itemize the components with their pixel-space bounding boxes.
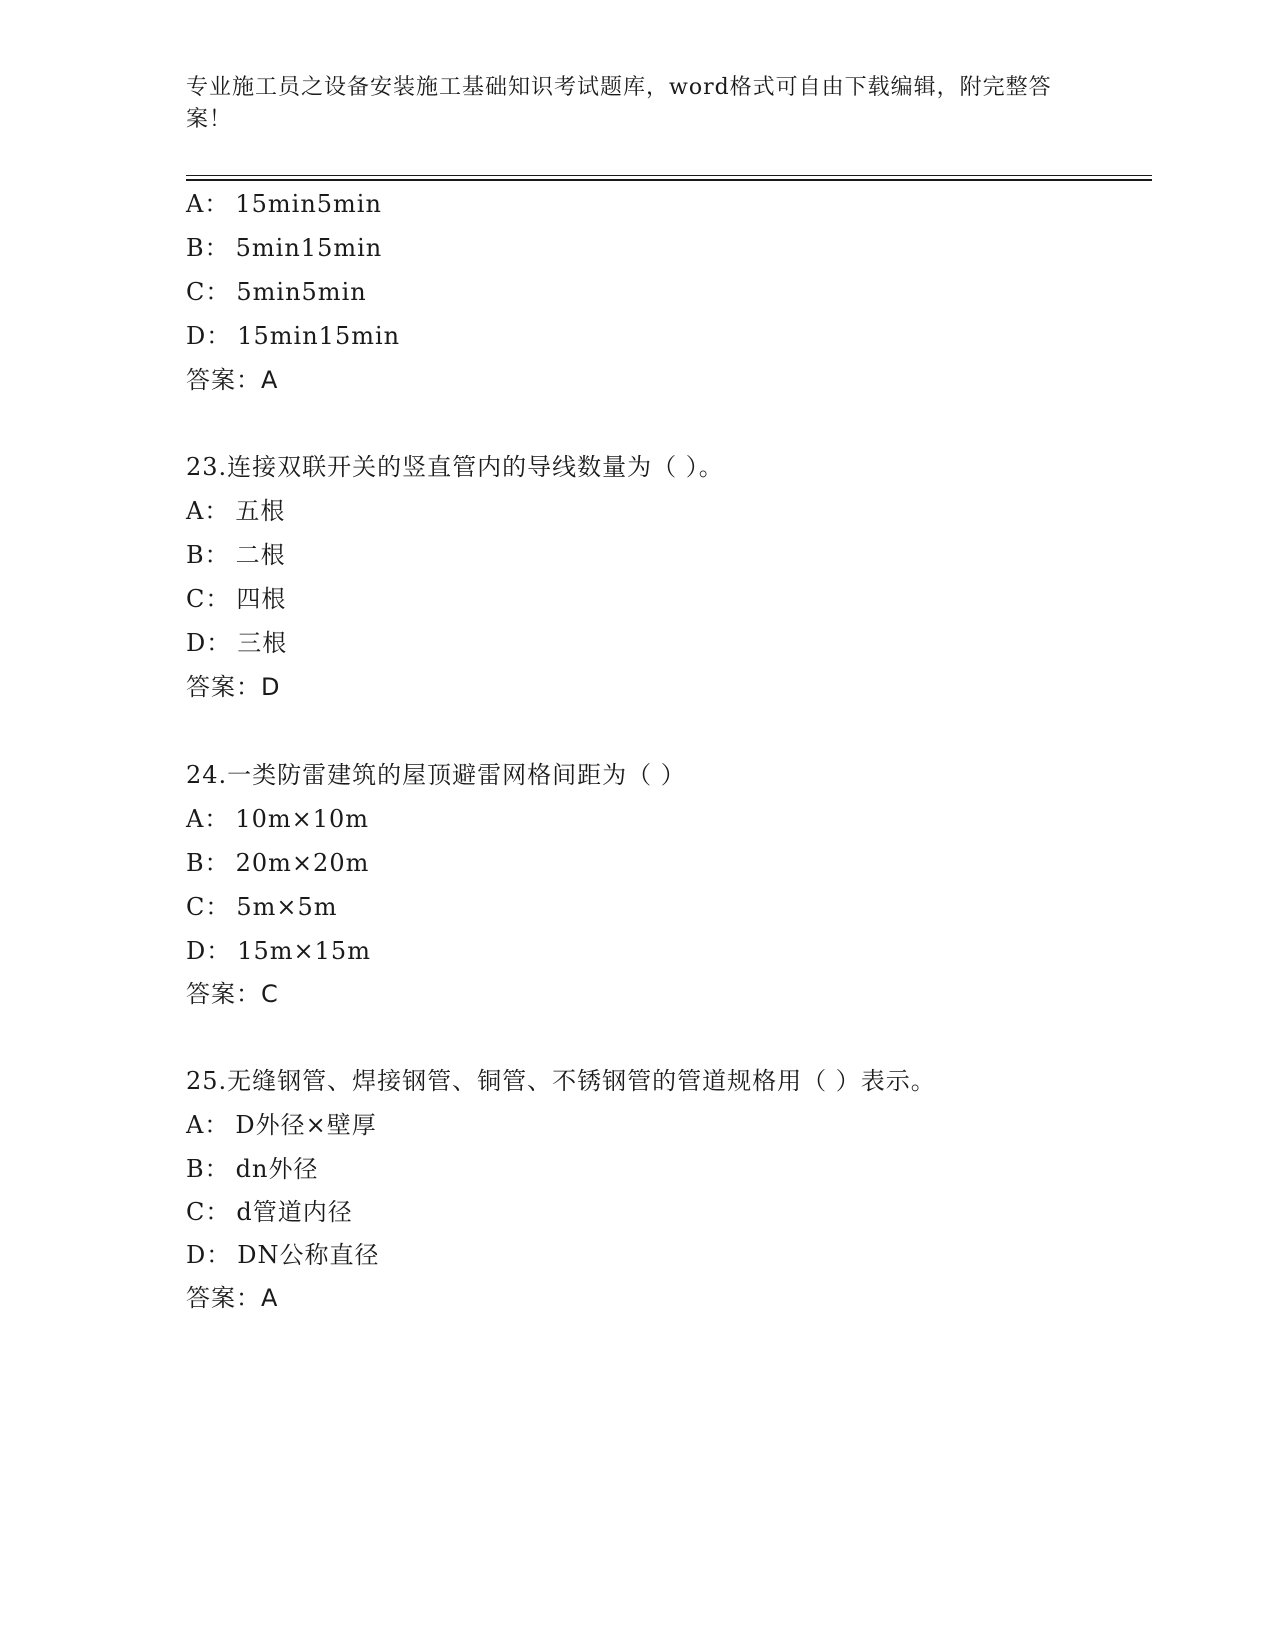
q24-option-c <box>186 892 338 922</box>
q25-option-c <box>186 1197 353 1227</box>
option-text: 五根 <box>235 497 286 525</box>
option-letter: C： <box>186 278 231 306</box>
option-text: 15min5min <box>235 190 382 218</box>
option-text: D外径×壁厚 <box>235 1111 377 1139</box>
q25-option-b <box>186 1154 318 1184</box>
q22-answer: 答案：A <box>186 366 279 394</box>
q24-option-a <box>186 804 369 834</box>
q24-option-d <box>186 936 371 966</box>
q23-answer: 答案：D <box>186 673 281 701</box>
q22-option-a <box>186 189 382 219</box>
option-letter: D： <box>186 1241 232 1269</box>
option-letter: B： <box>186 234 230 262</box>
q23-question: 23.连接双联开关的竖直管内的导线数量为（ ）。 <box>186 453 724 481</box>
q24-question: 24.一类防雷建筑的屋顶避雷网格间距为（ ） <box>186 761 686 789</box>
option-letter: C： <box>186 1198 231 1226</box>
option-text: 5min5min <box>236 278 367 306</box>
option-letter: D： <box>186 629 232 657</box>
q24-answer: 答案：C <box>186 980 279 1008</box>
q25-answer: 答案：A <box>186 1284 279 1312</box>
option-letter: B： <box>186 849 230 877</box>
option-letter: A： <box>186 190 230 218</box>
q25-option-d <box>186 1240 380 1270</box>
option-letter: D： <box>186 937 232 965</box>
option-text: d管道内径 <box>236 1198 353 1226</box>
option-text: 四根 <box>236 585 287 613</box>
option-text: dn外径 <box>235 1155 319 1183</box>
option-text: 15min15min <box>237 322 401 350</box>
option-text: 二根 <box>235 541 286 569</box>
option-letter: C： <box>186 893 231 921</box>
q22-option-d <box>186 321 400 351</box>
option-text: DN公称直径 <box>237 1241 380 1269</box>
q23-option-b <box>186 540 286 570</box>
option-letter: D： <box>186 322 232 350</box>
option-letter: A： <box>186 497 230 525</box>
q25-option-a <box>186 1110 377 1140</box>
q22-option-c <box>186 277 367 307</box>
option-text: 20m×20m <box>235 849 370 877</box>
q23-option-a <box>186 496 285 526</box>
option-text: 15m×15m <box>237 937 371 965</box>
option-text: 5m×5m <box>236 893 338 921</box>
option-letter: B： <box>186 1155 230 1183</box>
option-text: 三根 <box>237 629 288 657</box>
header-rule-thin <box>186 175 1152 176</box>
document-header: 专业施工员之设备安装施工基础知识考试题库，word格式可自由下载编辑，附完整答案！ <box>186 75 1052 132</box>
q22-option-b <box>186 233 382 263</box>
option-text: 5min15min <box>235 234 383 262</box>
option-letter: B： <box>186 541 230 569</box>
option-letter: A： <box>186 1111 230 1139</box>
q23-option-c <box>186 584 286 614</box>
q23-option-d <box>186 628 287 658</box>
option-letter: A： <box>186 805 230 833</box>
option-letter: C： <box>186 585 231 613</box>
q25-question: 25.无缝钢管、焊接钢管、铜管、不锈钢管的管道规格用（ ）表示。 <box>186 1067 936 1095</box>
option-text: 10m×10m <box>235 805 370 833</box>
q24-option-b <box>186 848 369 878</box>
header-rule-thick <box>186 179 1152 181</box>
